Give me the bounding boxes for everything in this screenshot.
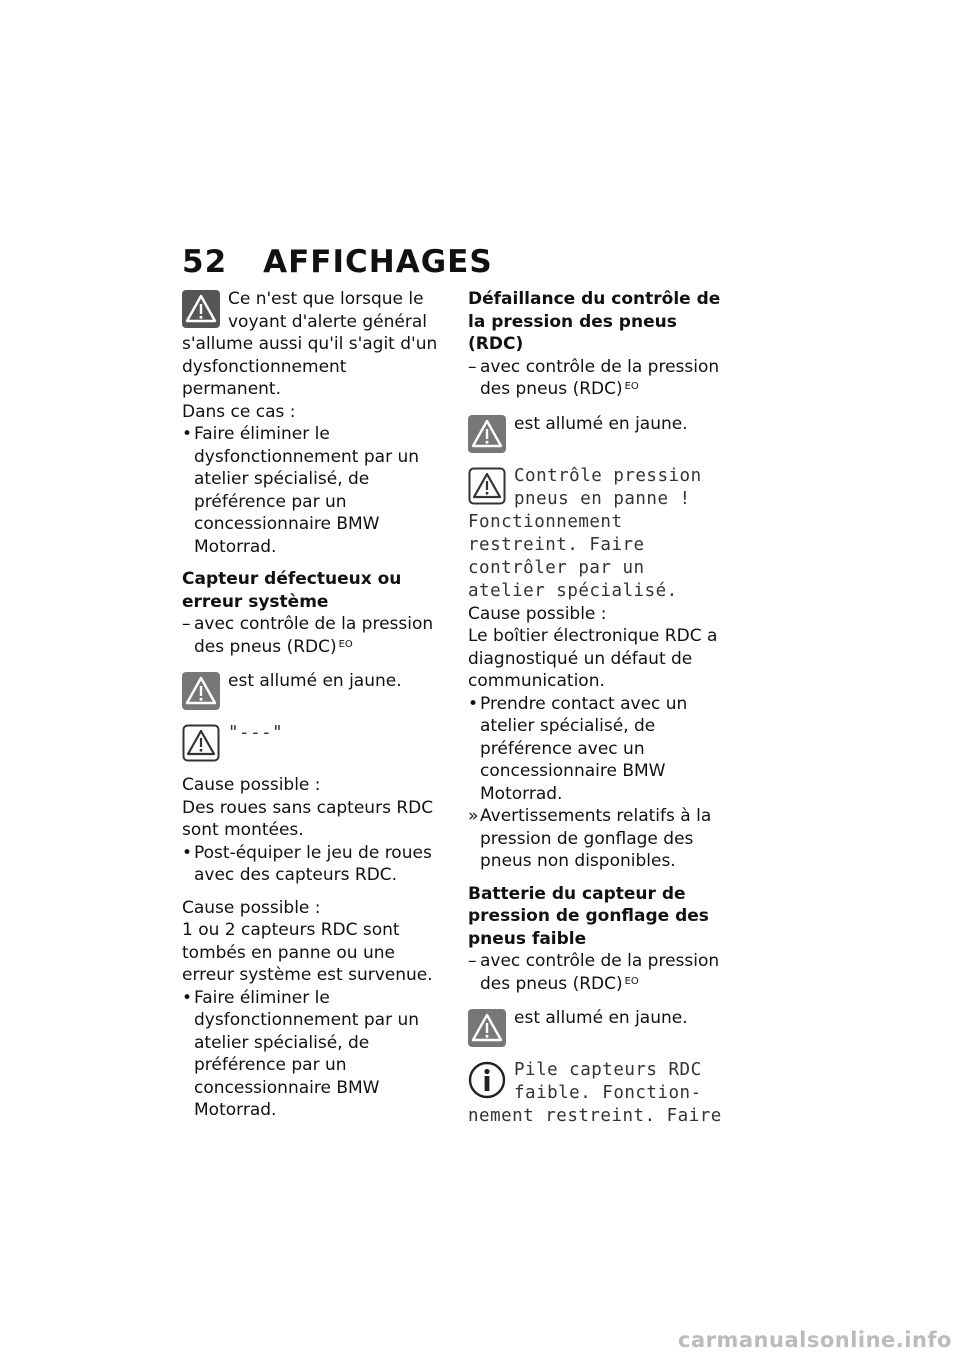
cause-label: Cause possible :	[182, 897, 321, 918]
message-rest: Fonctionnement restreint. Faire contrôler par un atelier spécialisé.	[468, 511, 678, 601]
cause-text: Des roues sans capteurs RDC sont montées.	[182, 797, 434, 840]
dash-marker: –	[182, 614, 191, 634]
page-number: 52	[182, 244, 228, 280]
display-text: "---"	[228, 723, 284, 743]
cause-label: Cause possible :	[182, 775, 321, 795]
intro-line-2: voyant d'alerte général	[228, 311, 427, 332]
left-column	[182, 288, 444, 1122]
message-line-1: Pile capteurs RDC	[514, 1060, 702, 1080]
bullet-marker: •	[468, 693, 479, 714]
list-item	[182, 987, 444, 1122]
page-heading	[182, 244, 493, 280]
warning-triangle-yellow-icon	[182, 672, 220, 710]
list-item	[182, 423, 444, 558]
dash-marker: –	[468, 356, 477, 377]
cause-label: Cause possible :	[468, 603, 607, 624]
cause-text: 1 ou 2 capteurs RDC sont tombés en panne ou une erreur système est survenue.	[182, 920, 433, 985]
section-title: Batterie du capteur de pression de gonflage des pneus faible	[468, 883, 709, 949]
cause-text: Le boîtier électronique RDC a diagnostiqué un défaut de communication.	[468, 626, 718, 691]
eo-superscript: EO	[624, 381, 639, 392]
message-row	[468, 1059, 730, 1105]
intro-line-1: Ce n'est que lorsque le	[228, 289, 424, 309]
indicator-row	[182, 670, 444, 712]
warning-triangle-yellow-icon	[468, 415, 506, 453]
intro-block	[182, 288, 444, 333]
list-item-text: Post-équiper le jeu de roues avec des capteurs RDC.	[194, 842, 432, 885]
bullet-marker: •	[182, 842, 193, 863]
dash-item-text: avec contrôle de la pression des pneus (RDC)	[194, 614, 434, 657]
warning-triangle-icon	[182, 290, 220, 328]
display-row	[182, 722, 444, 764]
reference-text: Avertissements relatifs à la pression de gonflage des pneus non disponibles.	[480, 806, 712, 871]
warning-outline-icon	[468, 467, 506, 505]
list-item	[182, 842, 444, 887]
indicator-text: est allumé en jaune.	[228, 671, 402, 691]
indicator-row	[468, 1007, 730, 1049]
dash-item-text: avec contrôle de la pression des pneus (RDC)	[480, 951, 720, 994]
list-item-text: Faire éliminer le dysfonctionnement par un atelier spécialisé, de préférence par un concessionnaire BMW Motorrad.	[194, 424, 420, 557]
right-column	[468, 288, 730, 1128]
message-line-1: Contrôle pression	[514, 465, 702, 486]
dash-marker: –	[468, 951, 477, 971]
indicator-text: est allumé en jaune.	[514, 413, 688, 434]
warning-outline-icon	[182, 724, 220, 762]
reference-marker: »	[468, 806, 479, 826]
warning-triangle-yellow-icon	[468, 1009, 506, 1047]
list-item-text: Faire éliminer le dysfonctionnement par un atelier spécialisé, de préférence par un concessionnaire BMW Motorrad.	[194, 987, 420, 1120]
eo-superscript: EO	[338, 638, 353, 650]
indicator-row	[468, 413, 730, 455]
message-line-2: faible. Fonction-	[514, 1083, 702, 1103]
bullet-marker: •	[182, 987, 193, 1008]
section-title: Défaillance du contrôle de la pression des pneus (RDC)	[468, 289, 721, 354]
message-row	[468, 465, 730, 511]
page-title: AFFICHAGES	[263, 244, 493, 280]
list-item	[468, 693, 730, 806]
watermark: carmanualsonline.info	[678, 1328, 952, 1352]
section-title: Capteur défectueux ou erreur système	[182, 569, 402, 612]
dash-item	[468, 950, 730, 995]
dash-item	[182, 613, 444, 658]
info-icon	[468, 1061, 506, 1099]
intro-rest: s'allume aussi qu'il s'agit d'un dysfonctionnement permanent.	[182, 334, 438, 399]
dash-item	[468, 356, 730, 401]
eo-superscript: EO	[624, 975, 639, 987]
message-rest: nement restreint. Faire	[468, 1106, 722, 1126]
message-line-2: pneus en panne !	[514, 488, 691, 509]
indicator-text: est allumé en jaune.	[514, 1008, 688, 1028]
dans-ce-cas: Dans ce cas :	[182, 401, 296, 422]
dash-item-text: avec contrôle de la pression des pneus (RDC)	[480, 356, 720, 399]
list-item-text: Prendre contact avec un atelier spécialisé, de préférence avec un concessionnaire BMW Motorrad.	[480, 693, 688, 804]
bullet-marker: •	[182, 424, 193, 444]
reference-item	[468, 805, 730, 873]
